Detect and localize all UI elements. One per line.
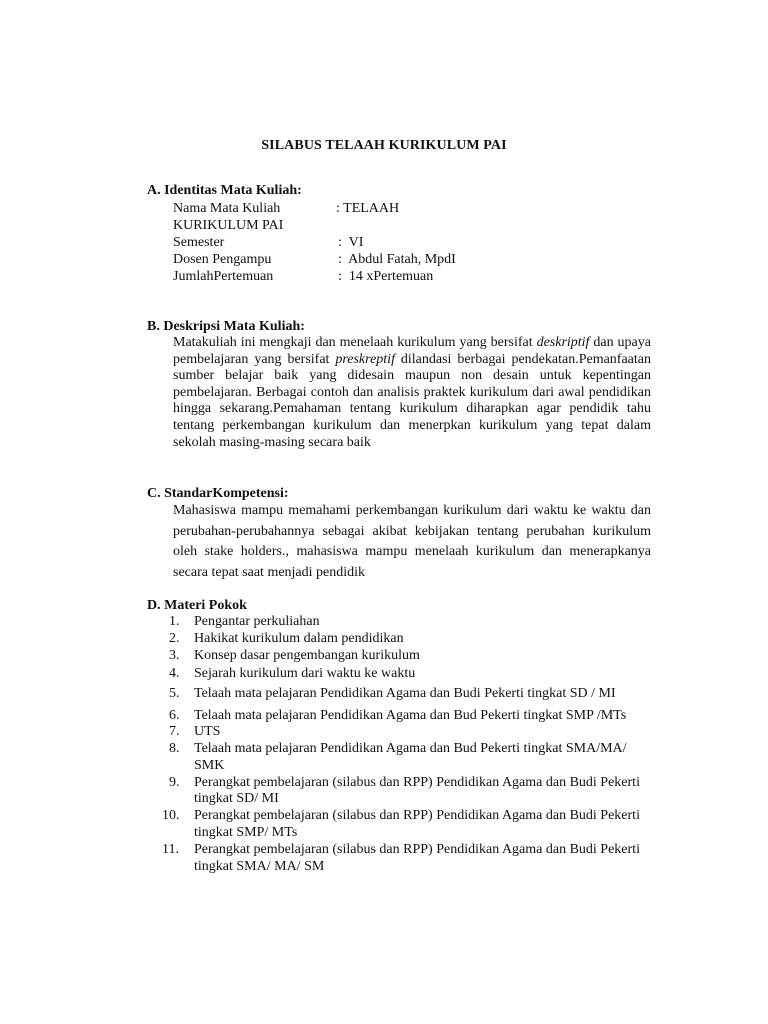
list-text: Hakikat kurikulum dalam pendidikan (194, 630, 404, 646)
competency-paragraph: Mahasiswa mampu memahami perkembangan kurikulum dari waktu ke waktu dan perubahan-perubahannya sebagai akibat kebijakan tentang perubahan kurikulum oleh stake holders., mahasiswa mampu menelaah kurikulum dan menerapkanya secara tepat saat menjadi pendidik (173, 503, 651, 580)
list-item (147, 707, 657, 724)
list-number: 6. (169, 708, 180, 724)
list-text: Telaah mata pelajaran Pendidikan Agama dan Bud Pekerti tingkat SMA/MA/ SMK (194, 740, 627, 773)
identity-label: JumlahPertemuan (173, 269, 274, 284)
section-a-heading: A. Identitas Mata Kuliah: (147, 183, 302, 198)
list-text: Perangkat pembelajaran (silabus dan RPP) Pendidikan Agama dan Budi Pekerti tingkat SMA/ MA/ SM (194, 841, 640, 874)
list-item (147, 614, 657, 631)
description-paragraph (173, 335, 651, 451)
list-number: 11. (162, 841, 179, 857)
section-d-heading: D. Materi Pokok (147, 598, 247, 613)
identity-row (173, 269, 273, 285)
materi-list (147, 614, 657, 875)
identity-label: Nama Mata Kuliah (173, 201, 281, 216)
list-number: 8. (169, 740, 180, 756)
list-text: Perangkat pembelajaran (silabus dan RPP) Pendidikan Agama dan Budi Pekerti tingkat SD/ MI (194, 774, 640, 807)
list-item (147, 666, 657, 683)
list-text: Perangkat pembelajaran (silabus dan RPP) Pendidikan Agama dan Budi Pekerti tingkat SMP/ MTs (194, 808, 640, 840)
identity-value: : VI (338, 235, 364, 250)
list-number: 4. (169, 666, 180, 682)
list-item (147, 775, 657, 809)
list-number: 9. (169, 774, 180, 790)
identity-row (173, 201, 280, 217)
identity-row (173, 218, 283, 234)
identity-value: : TELAAH (336, 201, 400, 216)
description-emphasis: deskriptif (536, 335, 590, 350)
list-item (147, 724, 657, 741)
list-number: 1. (169, 614, 180, 629)
identity-value: : 14 xPertemuan (338, 269, 434, 284)
description-text: dilandasi berbagai pendekatan.Pemanfaatan sumber belajar baik yang didesain maupun non desain untuk kepentingan pembelajaran. Berbagai contoh dan analisis praktek kurikulum dari awal pendidikan hingga sekarang.Pemahaman tentang kurikulum diharapkan agar pendidik tahu tentang perkembangan kurikulum dan menerpkan kurikulum yang tepat dalam sekolah masing-masing secara baik (173, 351, 651, 450)
list-number: 5. (169, 686, 180, 702)
identity-label: Dosen Pengampu (173, 252, 272, 267)
list-text: Telaah mata pelajaran Pendidikan Agama dan Bud Pekerti tingkat SMP /MTs (194, 708, 627, 724)
list-text: UTS (194, 724, 221, 740)
list-number: 3. (169, 647, 180, 663)
list-text: Konsep dasar pengembangan kurikulum (194, 647, 420, 663)
identity-label: Semester (173, 235, 225, 250)
identity-value: : Abdul Fatah, MpdI (338, 252, 456, 267)
list-text: Pengantar perkuliahan (194, 614, 320, 629)
list-item (147, 808, 657, 842)
description-text: Matakuliah ini mengkaji dan menelaah kurikulum yang bersifat (173, 335, 537, 350)
section-b-heading: B. Deskripsi Mata Kuliah: (147, 319, 305, 334)
list-item (147, 631, 657, 648)
list-item (147, 741, 657, 775)
identity-row (173, 252, 271, 268)
description-text: dan upaya pembelajaran yang bersifat (173, 335, 651, 367)
list-number: 10. (162, 808, 180, 824)
section-c-heading: C. StandarKompetensi: (147, 486, 289, 501)
list-number: 7. (169, 724, 180, 740)
identity-row (173, 235, 224, 251)
list-item (147, 648, 657, 665)
identity-label: KURIKULUM PAI (173, 218, 284, 233)
page-title: SILABUS TELAAH KURIKULUM PAI (261, 138, 507, 153)
list-text: Telaah mata pelajaran Pendidikan Agama dan Budi Pekerti tingkat SD / MI (194, 686, 616, 702)
list-item (147, 684, 657, 704)
list-number: 2. (169, 630, 180, 646)
list-item (147, 842, 657, 876)
list-text: Sejarah kurikulum dari waktu ke waktu (194, 666, 416, 682)
description-emphasis: preskreptif (335, 351, 395, 367)
